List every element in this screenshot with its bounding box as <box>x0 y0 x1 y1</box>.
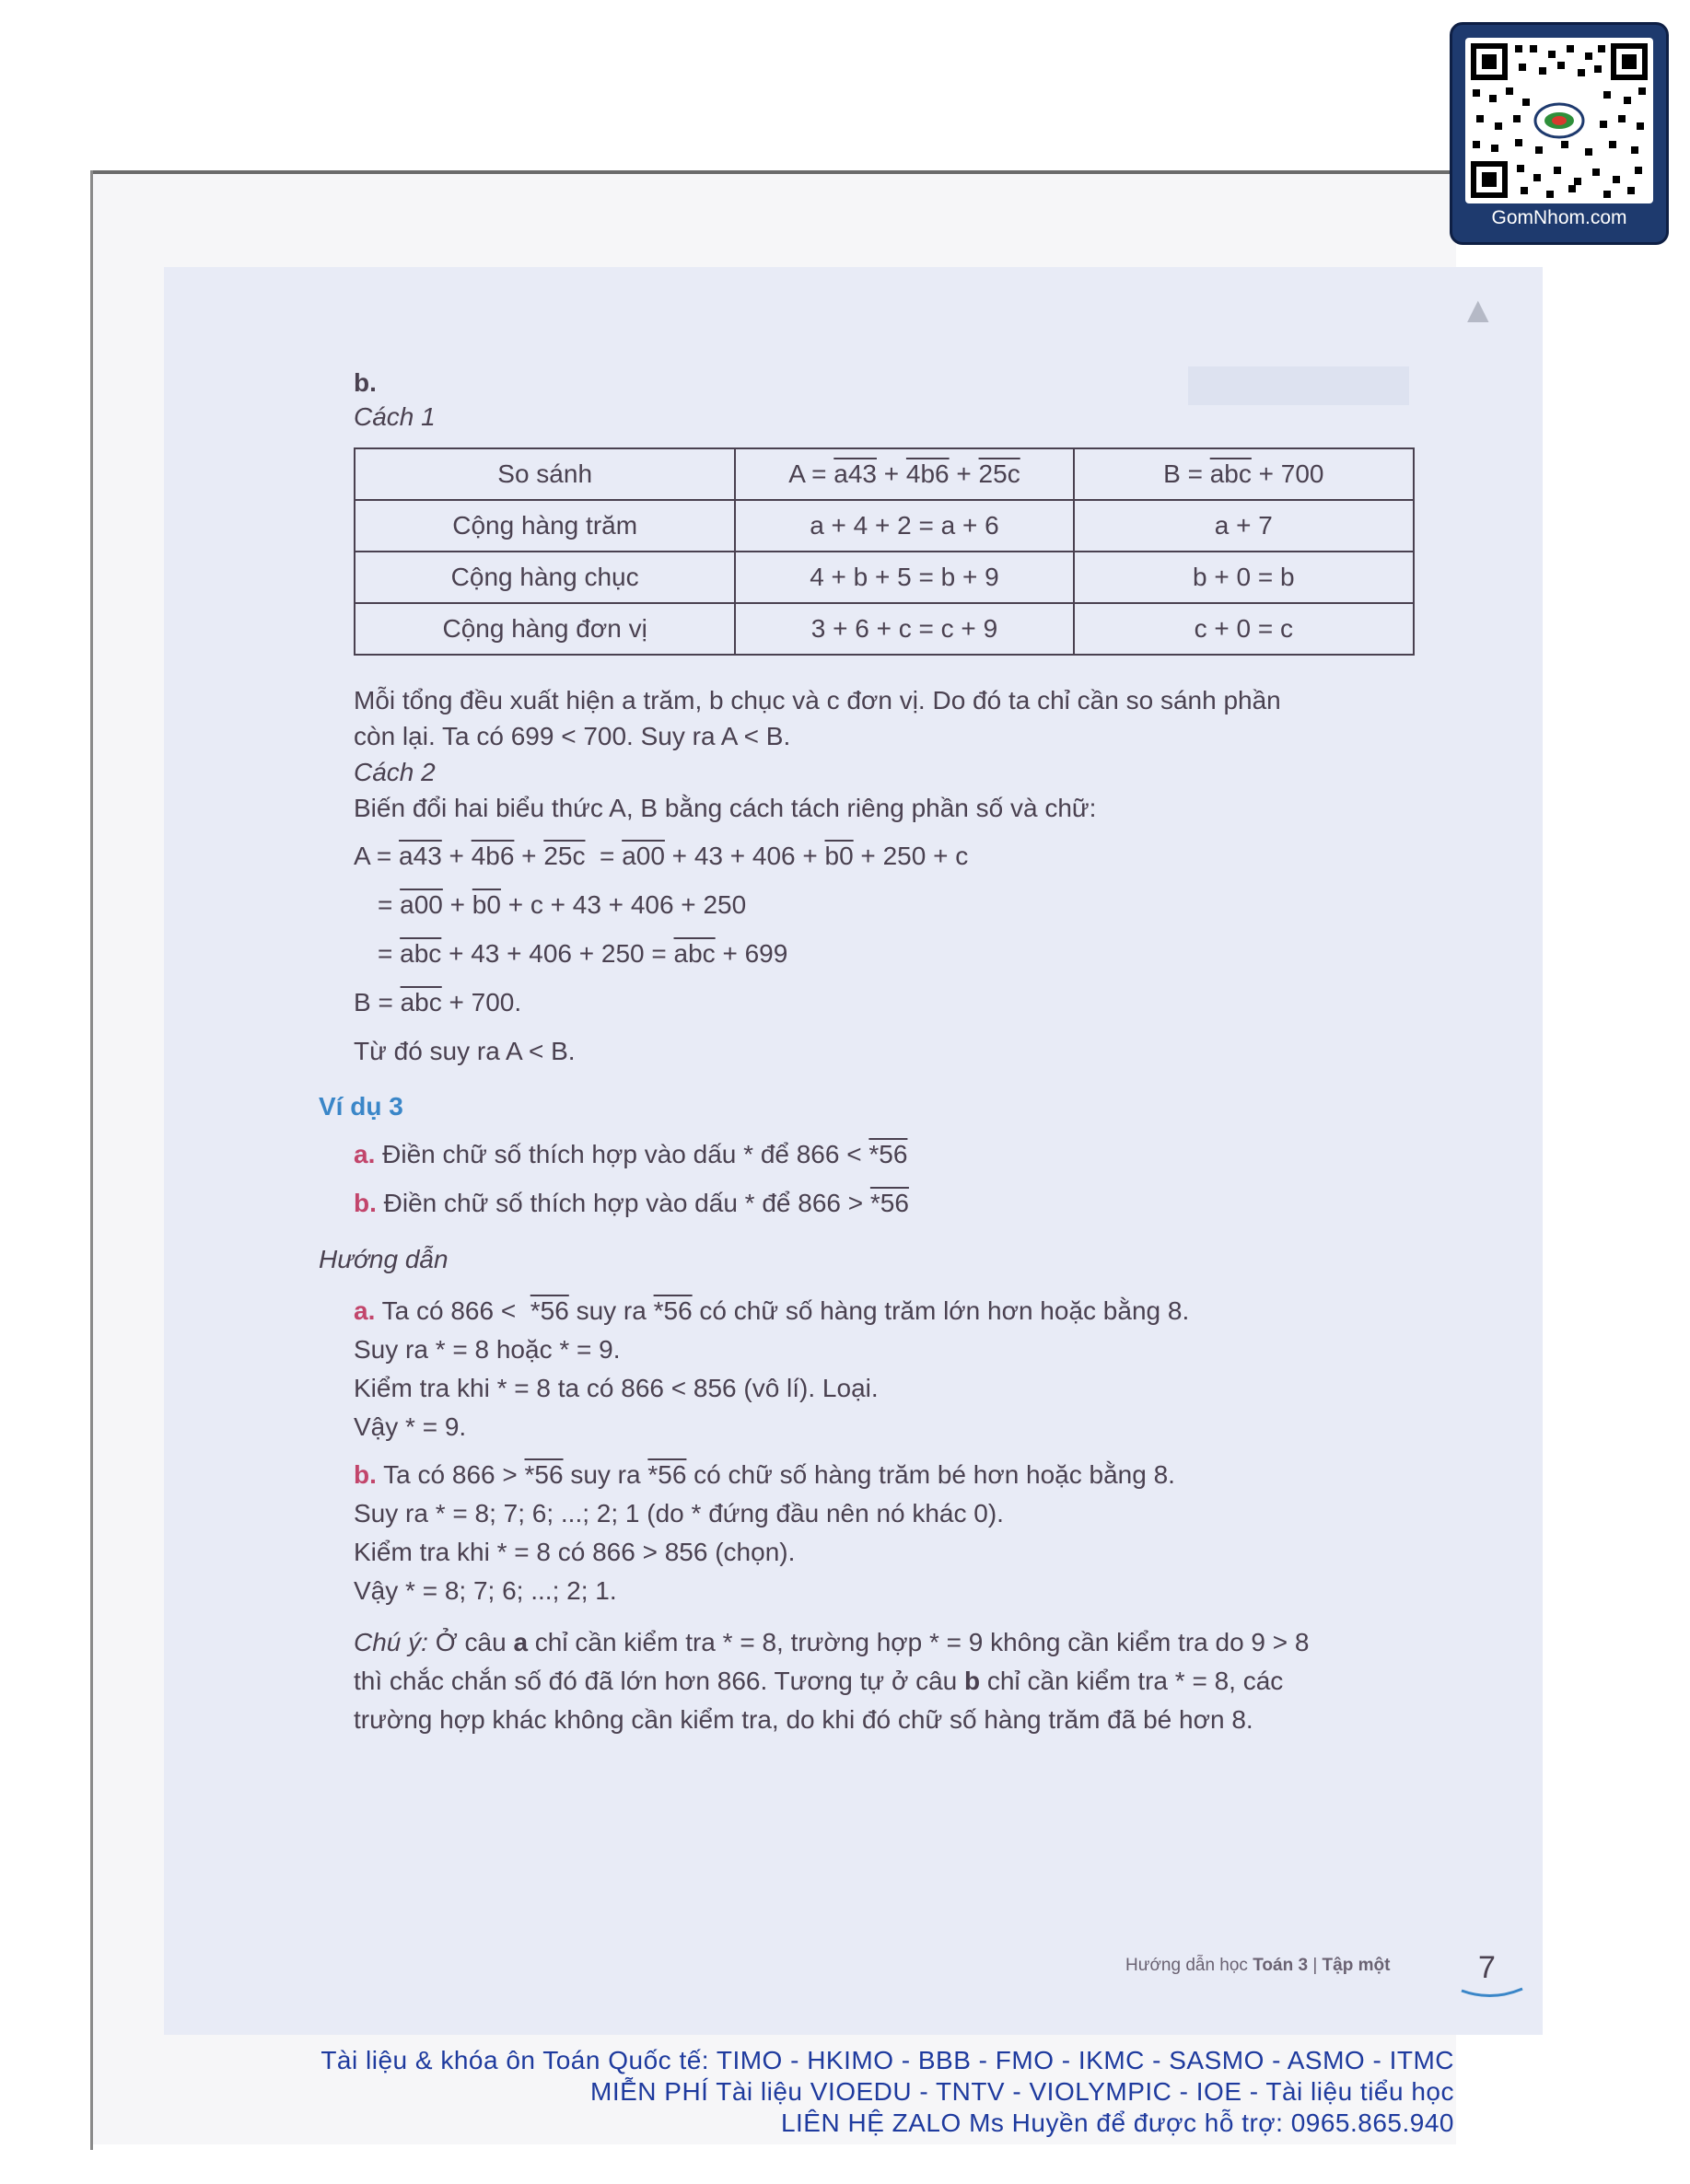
table-cell: b + 0 = b <box>1074 552 1414 603</box>
qr-badge[interactable] <box>1450 22 1669 245</box>
ad-line-1: Tài liệu & khóa ôn Toán Quốc tế: TIMO - HKIMO - BBB - FMO - IKMC - SASMO - ASMO - ITMC <box>321 2046 1454 2074</box>
scan-edge-left <box>90 170 93 2150</box>
table-cell: c + 0 = c <box>1074 603 1414 655</box>
book-footer: Hướng dẫn học Toán 3 | Tập một <box>1125 1956 1391 1975</box>
expression-line: $B = \overline{abc} + 700$. <box>354 988 522 1016</box>
table-row <box>355 552 1414 603</box>
table-row <box>355 603 1414 655</box>
explanation-line: còn lại. Ta có 699 < 700. Suy ra A < B. <box>354 722 791 750</box>
comparison-table <box>354 447 1415 656</box>
guide-b-line: Suy ra * = 8; 7; 6; ...; 2; 1 (do * đứng đầu nên nó khác 0). <box>354 1499 1004 1528</box>
table-cell: Cộng hàng đơn vị <box>355 603 735 655</box>
table-cell: A = a43 + 4b6 + 25c <box>735 448 1073 500</box>
ad-line-3: LIÊN HỆ ZALO Ms Huyền để được hỗ trợ: 0965.865.940 <box>780 2108 1454 2137</box>
table-cell: Cộng hàng trăm <box>355 500 735 552</box>
table-cell: a + 4 + 2 = a + 6 <box>735 500 1073 552</box>
example-3-heading: Ví dụ 3 <box>319 1092 403 1121</box>
expression-line: = a00 + b0 + c + 43 + 406 + 250 <box>378 890 747 919</box>
table-row <box>355 500 1414 552</box>
example-3-question-b: b. Điền chữ số thích hợp vào dấu * để 866 > *56 <box>354 1189 909 1217</box>
table-cell: 3 + 6 + c = c + 9 <box>735 603 1073 655</box>
method-2-intro: Biến đổi hai biểu thức A, B bằng cách tách riêng phần số và chữ: <box>354 794 1097 822</box>
expression-line: = $\overline{abc} + 43 + 406 + 250 = \overline{abc} + 699$ <box>378 939 788 968</box>
note-line: trường hợp khác không cần kiểm tra, do khi đó chữ số hàng trăm đã bé hơn 8. <box>354 1705 1253 1734</box>
guide-b-line: Vậy * = 8; 7; 6; ...; 2; 1. <box>354 1576 617 1605</box>
method-1-heading: Cách 1 <box>354 402 436 431</box>
scan-edge-top <box>90 170 1453 174</box>
section-b-label: b. <box>354 368 377 397</box>
example-3-question-a: a. Điền chữ số thích hợp vào dấu * để 866 < *56 <box>354 1140 908 1168</box>
faint-header-block <box>1188 366 1409 405</box>
note-line: Chú ý: Ở câu a chỉ cần kiểm tra * = 8, trường hợp * = 9 không cần kiểm tra do 9 > 8 <box>354 1628 1310 1656</box>
table-cell: Cộng hàng chục <box>355 552 735 603</box>
method-2-heading: Cách 2 <box>354 758 436 786</box>
table-cell: So sánh <box>355 448 735 500</box>
guide-a-line: Vậy * = 9. <box>354 1412 467 1441</box>
page-swoosh-icon <box>1460 1987 1524 2000</box>
table-row <box>355 448 1414 500</box>
corner-triangle-icon: ▲ <box>1460 290 1497 331</box>
guide-b-line: b. Ta có 866 > *56 suy ra *56 có chữ số hàng trăm bé hơn hoặc bằng 8. <box>354 1460 1175 1489</box>
conclusion-line: Từ đó suy ra A < B. <box>354 1037 576 1065</box>
page-number: 7 <box>1478 1950 1496 1985</box>
table-cell: a + 7 <box>1074 500 1414 552</box>
table-cell: $B = \overline{abc} + 700$ <box>1074 448 1414 500</box>
note-line: thì chắc chắn số đó đã lớn hơn 866. Tương tự ở câu b chỉ cần kiểm tra * = 8, các <box>354 1667 1284 1695</box>
guide-b-line: Kiểm tra khi * = 8 có 866 > 856 (chọn). <box>354 1538 796 1566</box>
qr-code-icon <box>1465 38 1653 203</box>
explanation-line: Mỗi tổng đều xuất hiện a trăm, b chục và c đơn vị. Do đó ta chỉ cần so sánh phần <box>354 686 1281 714</box>
guide-a-line: Suy ra * = 8 hoặc * = 9. <box>354 1335 621 1364</box>
guide-heading: Hướng dẫn <box>319 1245 449 1273</box>
table-cell: 4 + b + 5 = b + 9 <box>735 552 1073 603</box>
guide-a-line: Kiểm tra khi * = 8 ta có 866 < 856 (vô lí). Loại. <box>354 1374 879 1402</box>
guide-a-line: a. Ta có 866 < *56 suy ra *56 có chữ số hàng trăm lớn hơn hoặc bằng 8. <box>354 1296 1190 1325</box>
ad-line-2: MIỄN PHÍ Tài liệu VIOEDU - TNTV - VIOLYMPIC - IOE - Tài liệu tiểu học <box>590 2077 1454 2106</box>
qr-site-label: GomNhom.com <box>1491 207 1627 228</box>
expression-line: A = a43 + 4b6 + 25c = a00 + 43 + 406 + b0 + 250 + c <box>354 842 969 870</box>
